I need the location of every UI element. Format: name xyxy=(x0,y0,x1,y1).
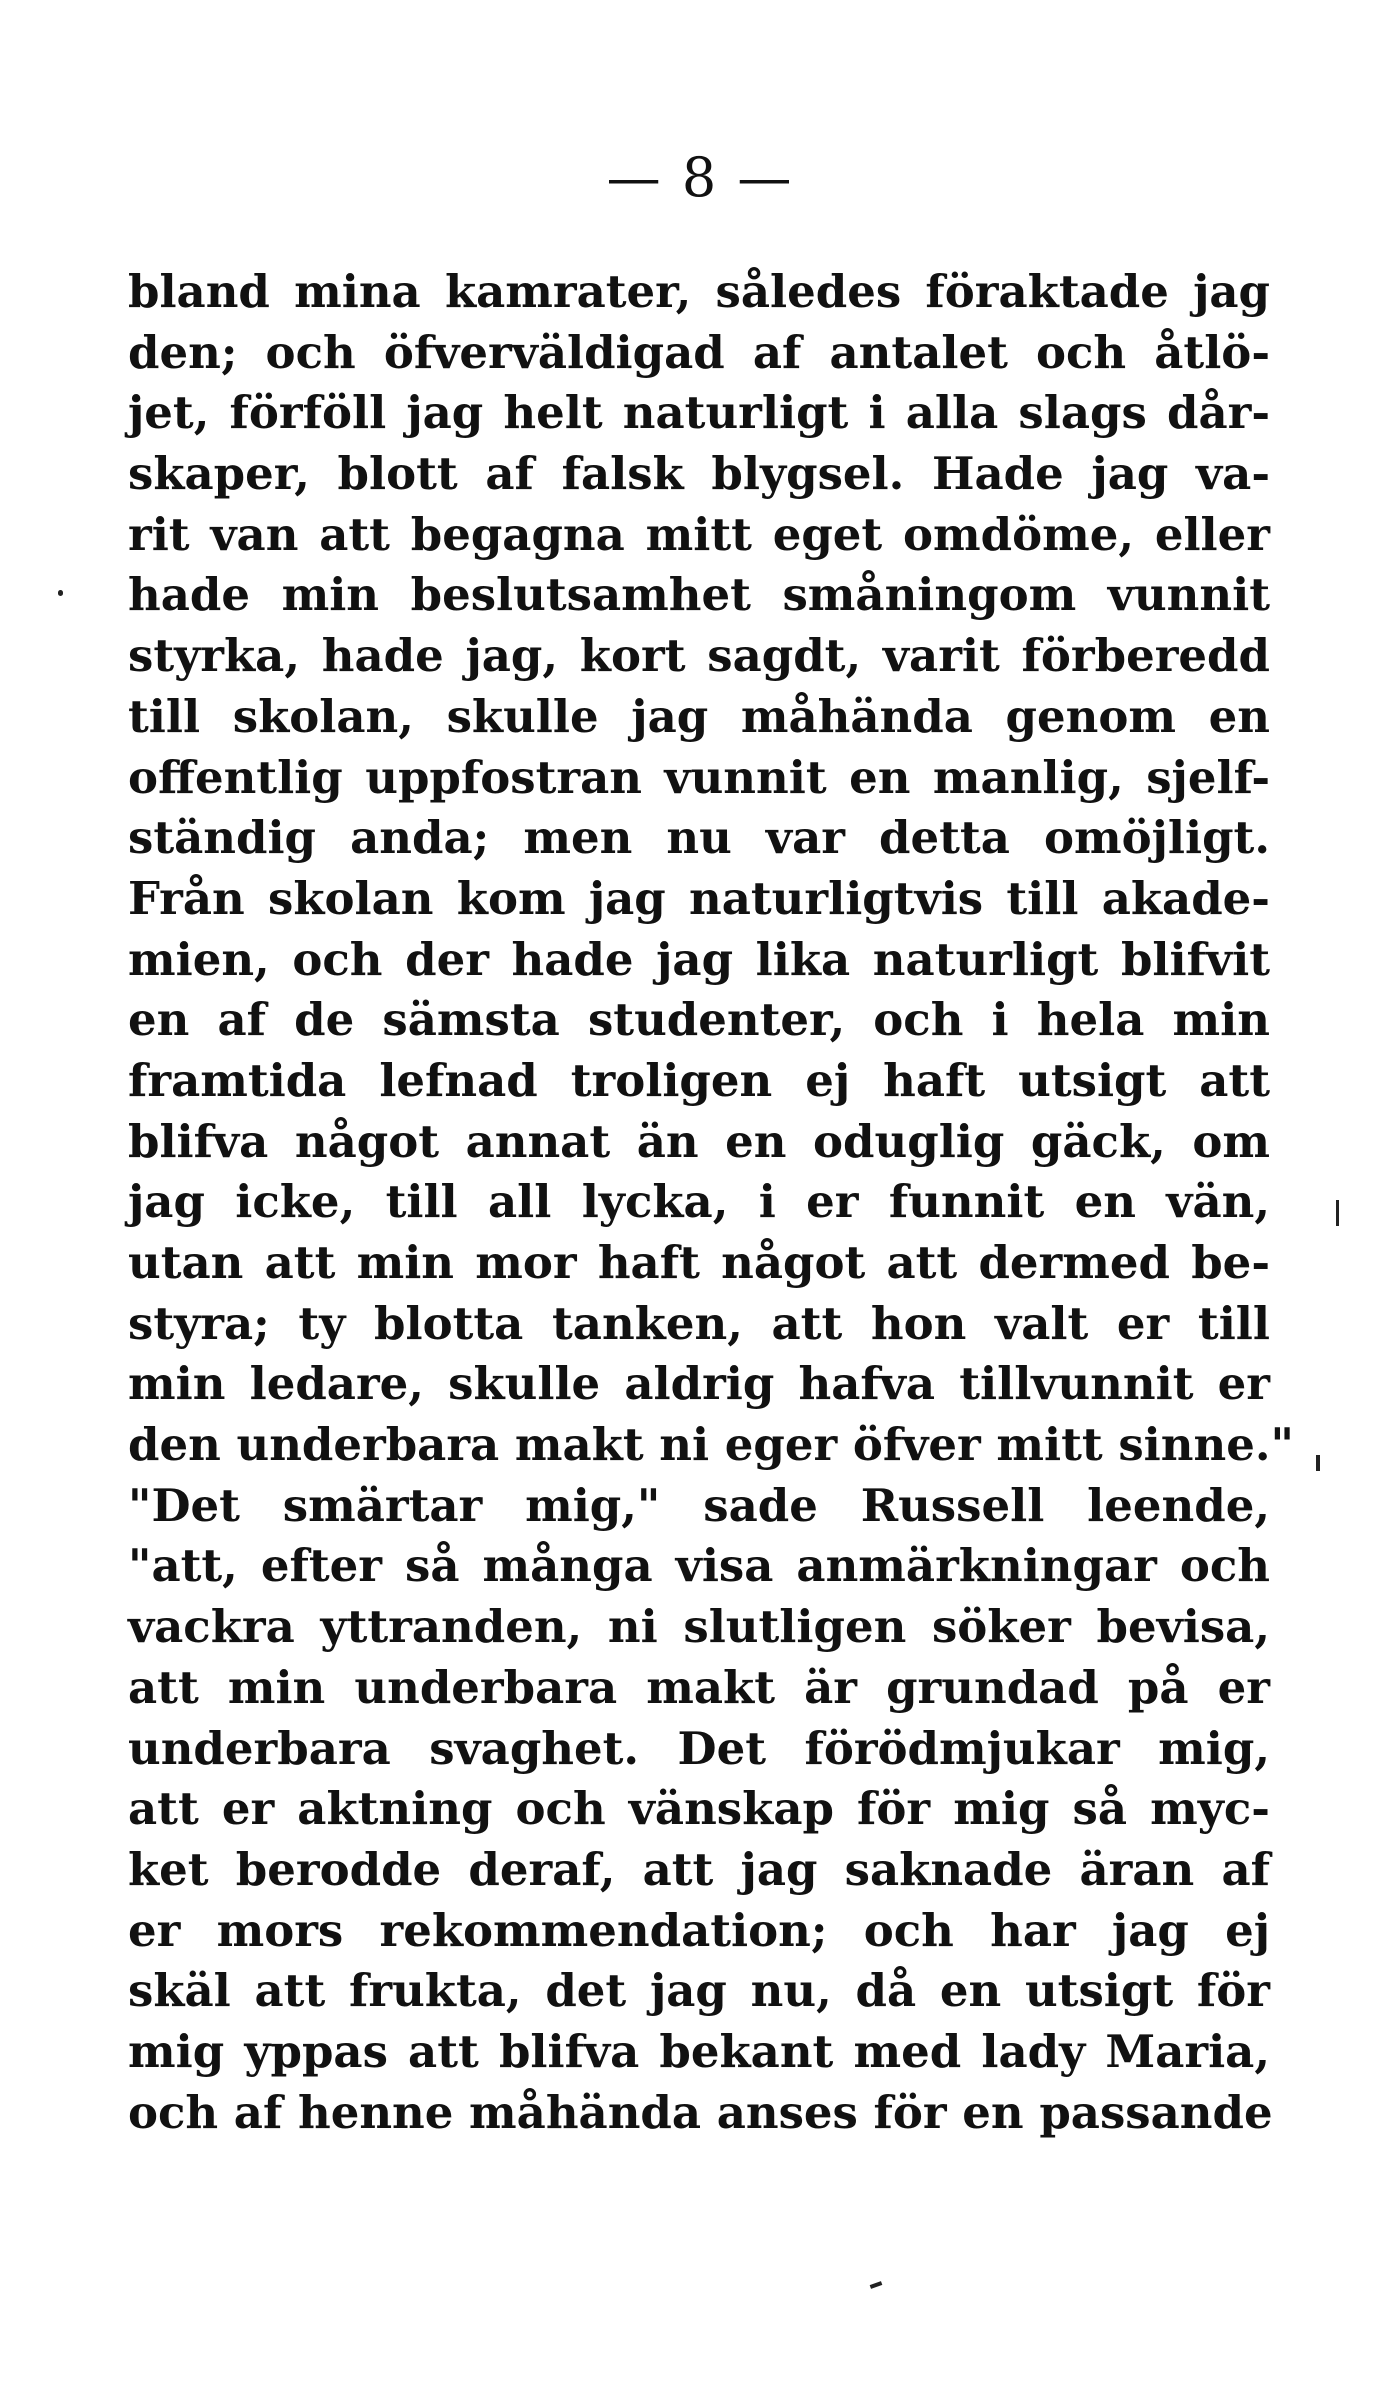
text-line: Från skolan kom jag naturligtvis till akade- xyxy=(128,871,1270,925)
text-line: ket berodde deraf, att jag saknade äran af xyxy=(128,1842,1270,1896)
text-line: styra; ty blotta tanken, att hon valt er till xyxy=(128,1296,1270,1350)
text-line: framtida lefnad troligen ej haft utsigt att xyxy=(128,1053,1270,1107)
speck-mark xyxy=(58,590,63,596)
text-line: styrka, hade jag, kort sagdt, varit förberedd xyxy=(128,629,1270,683)
text-line: jag icke, till all lycka, i er funnit en vän, xyxy=(128,1175,1270,1229)
text-line: hade min beslutsamhet småningom vunnit xyxy=(128,568,1270,622)
text-line: rit van att begagna mitt eget omdöme, eller xyxy=(128,507,1270,561)
text-line: att er aktning och vänskap för mig så myc- xyxy=(128,1782,1270,1836)
text-line: underbara svaghet. Det förödmjukar mig, xyxy=(128,1721,1270,1775)
text-line: jet, förföll jag helt naturligt i alla slags dår- xyxy=(128,386,1270,440)
page-number: — 8 — xyxy=(606,146,794,209)
text-line: den; och öfverväldigad af antalet och åtlö- xyxy=(128,325,1270,379)
text-line: vackra yttranden, ni slutligen söker bevisa, xyxy=(128,1600,1270,1654)
text-line: att min underbara makt är grundad på er xyxy=(128,1660,1270,1714)
text-line: till skolan, skulle jag måhända genom en xyxy=(128,689,1270,743)
text-line: mig yppas att blifva bekant med lady Maria, xyxy=(128,2024,1270,2078)
body-text xyxy=(128,262,1294,2143)
text-line: ständig anda; men nu var detta omöjligt. xyxy=(128,811,1270,865)
text-line: offentlig uppfostran vunnit en manlig, sjelf- xyxy=(128,750,1270,804)
text-line: er mors rekommendation; och har jag ej xyxy=(128,1903,1270,1957)
text-line: och af henne måhända anses för en passande xyxy=(128,2085,1273,2139)
speck-mark xyxy=(1316,1455,1320,1471)
text-line: utan att min mor haft något att dermed be- xyxy=(128,1236,1270,1289)
text-line: en af de sämsta studenter, och i hela min xyxy=(128,993,1270,1047)
text-line: blifva något annat än en oduglig gäck, om xyxy=(128,1114,1270,1168)
speck-mark xyxy=(1336,1200,1339,1226)
text-line: den underbara makt ni eger öfver mitt sinne." xyxy=(128,1418,1294,1472)
speck-mark xyxy=(870,2281,883,2289)
text-line: "Det smärtar mig," sade Russell leende, xyxy=(128,1478,1270,1532)
text-line: skäl att frukta, det jag nu, då en utsigt för xyxy=(128,1964,1270,2018)
text-line: bland mina kamrater, således föraktade jag xyxy=(128,265,1270,318)
text-line: skaper, blott af falsk blygsel. Hade jag va- xyxy=(128,447,1270,501)
text-line: "att, efter så många visa anmärkningar och xyxy=(128,1539,1270,1593)
text-line: mien, och der hade jag lika naturligt blifvit xyxy=(128,932,1270,986)
text-line: min ledare, skulle aldrig hafva tillvunnit er xyxy=(128,1357,1270,1411)
